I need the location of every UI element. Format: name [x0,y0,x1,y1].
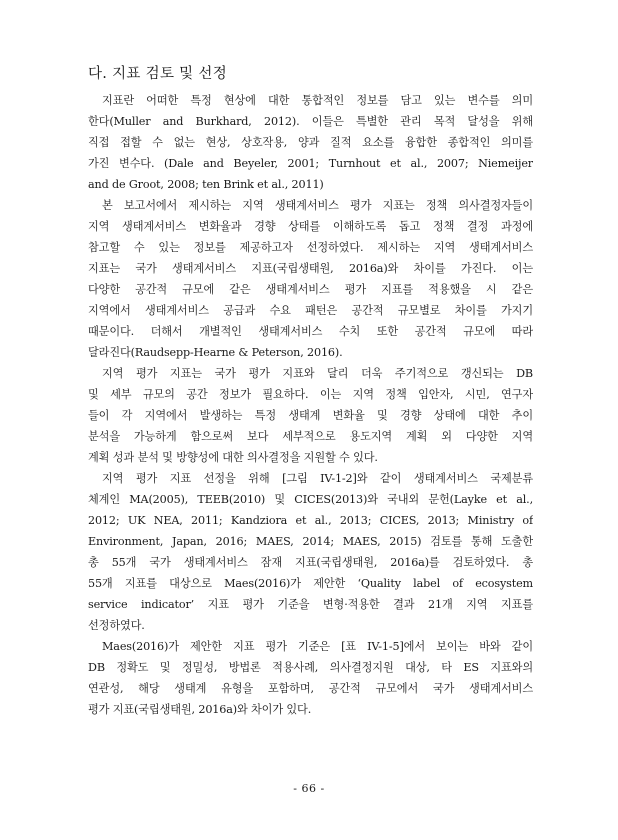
text-line: Maes(2016)가 제안한 지표 평가 기준은 [표 IV-1-5]에서 보이는 바와 같이 [102,640,533,653]
body-text [88,90,533,720]
text-line: 계획 성과 분석 및 방향성에 대한 의사결정을 지원할 수 있다. [88,451,378,464]
paragraph-3 [88,363,533,468]
text-line: DB 정확도 및 정밀성, 방법론 적용사례, 의사결정지원 대상, 타 ES 지표와의 [88,661,533,674]
text-line: 참고할 수 있는 정보를 제공하고자 선정하였다. 제시하는 지역 생태계서비스 [88,241,533,254]
text-line: 체계인 MA(2005), TEEB(2010) 및 CICES(2013)와 국내외 문헌(Layke et al., [88,493,533,506]
text-line: 평가 지표(국립생태원, 2016a)와 차이가 있다. [88,703,312,716]
text-line: service indicator’ 지표 평가 기준을 변형·적용한 결과 21개 지역 지표를 [88,598,533,611]
text-line: 연관성, 해당 생태계 유형을 포함하며, 공간적 규모에서 국가 생태계서비스 [88,682,533,695]
text-line: 선정하였다. [88,619,145,632]
paragraph-4 [88,468,533,636]
text-line: 및 세부 규모의 공간 정보가 필요하다. 이는 지역 정책 입안자, 시민, 연구자 [88,388,533,401]
text-line: 분석을 가능하게 함으로써 보다 세부적으로 용도지역 계획 외 다양한 지역 [88,430,533,443]
paragraph-5 [88,636,533,720]
paragraph-2 [88,195,533,363]
text-line: 때문이다. 더해서 개별적인 생태계서비스 수치 또한 공간적 규모에 따라 [88,325,533,338]
text-line: 지표는 국가 생태계서비스 지표(국립생태원, 2016a)와 차이를 가진다. 이는 [88,262,533,275]
text-line: 달라진다(Raudsepp-Hearne & Peterson, 2016). [88,346,343,359]
text-line: 55개 지표를 대상으로 Maes(2016)가 제안한 ‘Quality label of ecosystem [88,577,533,590]
text-line: Environment, Japan, 2016; MAES, 2014; MAES, 2015) 검토를 통해 도출한 [88,535,533,548]
text-line: 총 55개 국가 생태계서비스 잠재 지표(국립생태원, 2016a)를 검토하였다. 총 [88,556,533,569]
paragraph-1 [88,90,533,195]
text-line: 가진 변수다. (Dale and Beyeler, 2001; Turnhout et al., 2007; Niemeijer [88,157,533,170]
text-line: 지역에서 생태계서비스 공급과 수요 패턴은 공간적 규모별로 차이를 가지기 [88,304,533,317]
text-line: 지역 생태계서비스 변화율과 경향 상태를 이해하도록 돕고 정책 결정 과정에 [88,220,533,233]
text-line: 2012; UK NEA, 2011; Kandziora et al., 2013; CICES, 2013; Ministry of [88,514,533,527]
text-line: 지역 평가 지표는 국가 평가 지표와 달리 더욱 주기적으로 갱신되는 DB [102,367,533,380]
section-heading: 다. 지표 검토 및 선정 [88,66,228,82]
text-line: and de Groot, 2008; ten Brink et al., 2011) [88,178,324,191]
text-line: 본 보고서에서 제시하는 지역 생태계서비스 평가 지표는 정책 의사결정자들이 [102,199,533,212]
text-line: 지표란 어떠한 특정 현상에 대한 통합적인 정보를 담고 있는 변수를 의미 [102,94,533,107]
text-line: 들이 각 지역에서 발생하는 특정 생태계 변화율 및 경향 상태에 대한 추이 [88,409,533,422]
text-line: 지역 평가 지표 선정을 위해 [그림 IV-1-2]와 같이 생태계서비스 국제분류 [102,472,533,485]
text-line: 한다(Muller and Burkhard, 2012). 이들은 특별한 관리 목적 달성을 위해 [88,115,533,128]
page-number: - 66 - [293,782,325,795]
text-line: 다양한 공간적 규모에 같은 생태계서비스 평가 지표를 적용했을 시 같은 [88,283,533,296]
text-line: 직접 접할 수 없는 현상, 상호작용, 양과 질적 요소를 융합한 종합적인 의미를 [88,136,533,149]
